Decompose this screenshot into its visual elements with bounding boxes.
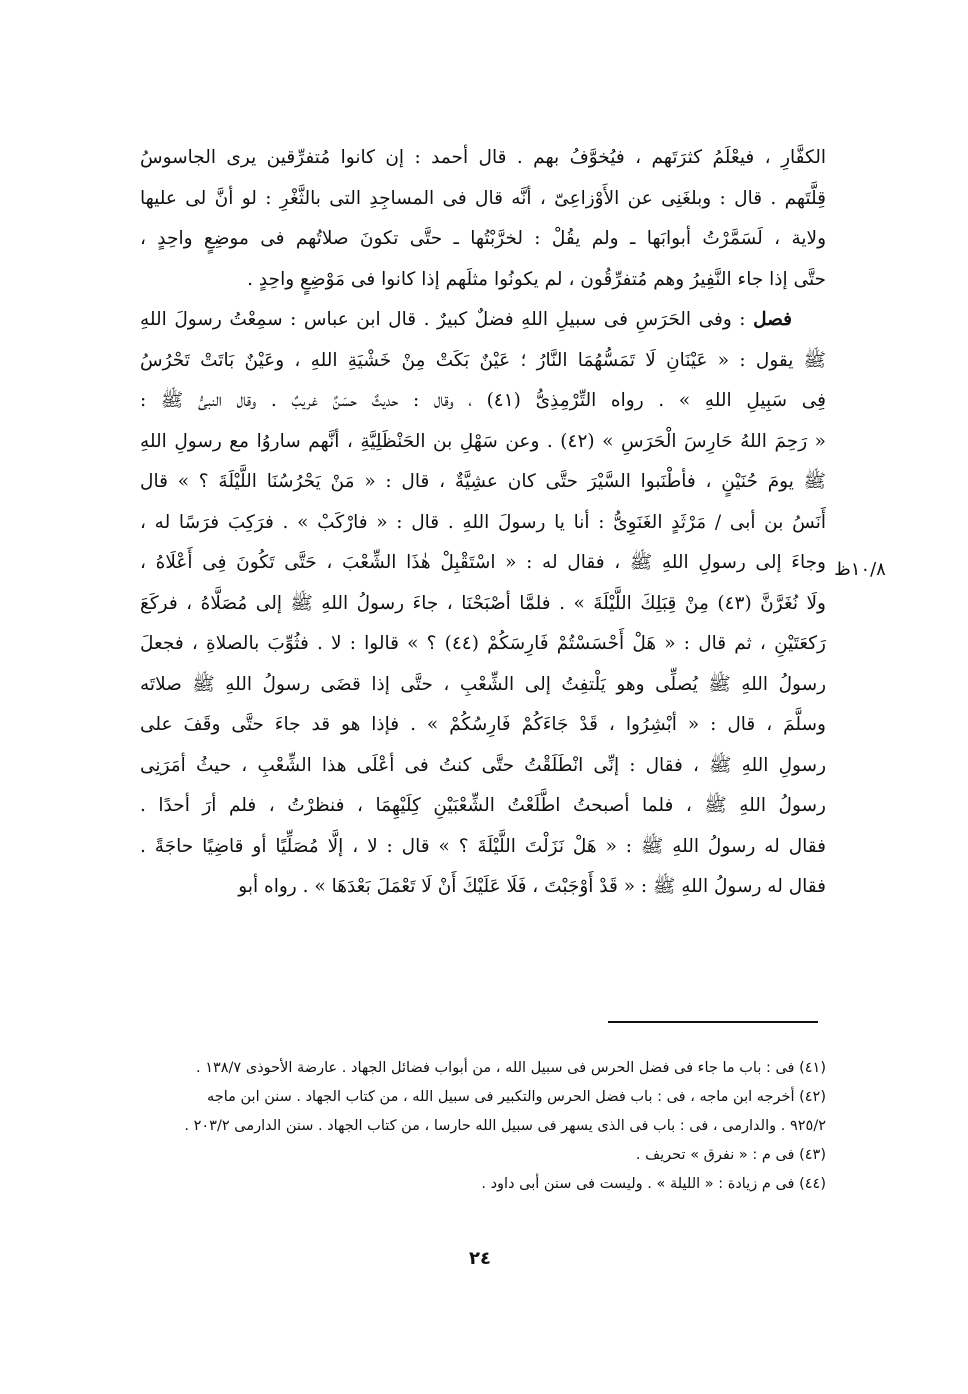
- footnote: ٩٢٥/٢ . والدارمى ، فى : باب فى الذى يسهر فى سبيل الله حارسا ، من كتاب الجهاد . سنن الدارمى ٢٠٣/٢ .: [184, 1118, 826, 1134]
- page-number: ٢٤: [469, 1248, 491, 1269]
- text-line: فِى سَبِيلِ اللهِ » . رواه التِّرْمِذِىُّ (٤١) ، وقال : حديثٌ حسَنٌ غريبٌ . وقال النبىُّ ﷺ :: [140, 390, 826, 411]
- text-line: ولَا نُغَرَّنَّ (٤٣) مِنْ قِبَلِكَ اللَّيْلَةَ » . فلمَّا أصْبَحْنَا ، جاءَ رسولُ اللهِ ﷺ إلى مُصَلَّاهُ ، فركَعَ: [140, 592, 826, 614]
- text-line: « رَحِمَ اللهُ حَارِسَ الْحَرَسِ » (٤٢) . وعن سَهْلِ بن الحَنْظَلِيَّةِ ، أنَّهم ساروُا مع رسولِ اللهِ: [140, 430, 826, 452]
- section-heading: فصل: [753, 309, 792, 330]
- text-line: رَكعَتَيْنِ ، ثم قال : « هَلْ أَحْسَسْتُمْ فَارِسَكُمْ (٤٤) ؟ » قالوا : لا . فثُوِّبَ بالصلاةِ ، فجعلَ: [140, 633, 826, 654]
- text-line: ﷺ يقول : « عَيْنَانِ لَا تَمَسُّهُمَا النَّارُ ؛ عَيْنٌ بَكَتْ مِنْ خَشْيَةِ اللهِ ، وعَيْنٌ بَاتَتْ تَحْرُسُ: [140, 349, 826, 371]
- text-line: فقال له رسولُ اللهِ ﷺ : « هَلْ نَزَلْتَ اللَّيْلَةَ ؟ » قال : لا ، إلَّا مُصَلِّيًا أو قاضِيًا حاجَةً .: [140, 835, 826, 857]
- text-line: رسولِ اللهِ ﷺ ، فقال : إنِّى انْطَلَقْتُ حتَّى كنتُ فى أعْلَى هذا الشِّعْبِ ، حيثُ أمَرَنِى: [140, 754, 826, 776]
- text-line: الكفَّارِ ، فيعْلَمُ كثرَتَهم ، فيُخوَّفُ بهم . قال أحمد : إن كانوا مُتفرِّقين يرى الجاسوسُ: [140, 147, 826, 168]
- text-line: ولاية ، لَسَمَّرْتُ أبوابَها ـ ولم يقُلْ : لخرَّبْتُها ـ حتَّى تكونَ صلاتُهم فى موضِعٍ واحِدٍ ،: [140, 228, 826, 249]
- text-line: ﷺ يومَ حُنَيْنٍ ، فأطْنَبوا السَّيْرَ حتَّى كان عشِيَّةٌ ، قال : « مَنْ يَحْرُسُنَا اللَّيْلَةَ ؟ » قال: [140, 471, 826, 492]
- footnote: (٤٤) فى م زيادة : « الليلة » . وليست فى سنن أبى داود .: [481, 1176, 826, 1192]
- footnotes: [140, 1054, 826, 1199]
- footnote: (٤٣) فى م : « نفرق » تحريف .: [635, 1147, 826, 1163]
- footnote-separator: [608, 1021, 818, 1023]
- text-line: وسلَّمَ ، قال : « أبْشِرُوا ، قَدْ جَاءَكُمْ فَارِسُكُمْ » . فإذا هو قد جاءَ حتَّى وقَفَ على: [140, 714, 826, 735]
- text-line: فقال له رسولُ اللهِ ﷺ : « قَدْ أَوْجَبْتَ ، فَلَا عَلَيْكَ أَنْ لَا تَعْمَلَ بَعْدَهَا » . رواه أبو: [238, 876, 826, 897]
- text-line: حتَّى إذا جاء النَّفِيرُ وهم مُتفرِّقُون ، لم يكونُوا مثلَهم إذا كانوا فى مَوْضِعٍ واحِدٍ .: [247, 268, 826, 290]
- text-line: وجاءَ إلى رسولِ اللهِ ﷺ ، فقال له : « اسْتَقْبِلْ هٰذَا الشِّعْبَ ، حَتَّى تَكُونَ فِى أَعْلَاهُ ،: [140, 552, 826, 573]
- text-line: رسولُ اللهِ ﷺ يُصلِّى وهو يَلْتفِتُ إلى الشِّعْبِ ، حتَّى إذا قضَى رسولُ اللهِ ﷺ صلاتَه: [140, 673, 826, 695]
- text-line: أَنَسُ بن أبى / مَرْثَدٍ الغَنَوِىُّ : أنا يا رسولَ اللهِ . قال : « فارْكَبْ » . فرَكِبَ فرَسًا له ،: [140, 511, 826, 533]
- text-line: : وفى الحَرَسِ فى سبيلِ اللهِ فضلٌ كبيرٌ . قال ابن عباس : سمِعْتُ رسولَ اللهِ: [140, 309, 746, 330]
- footnote: (٤١) فى : باب ما جاء فى فضل الحرس فى سبيل الله ، من أبواب فضائل الجهاد . عارضة الأحوذى ١٣٨/٧ .: [195, 1060, 826, 1076]
- main-text: [140, 138, 826, 908]
- text-line: رسولُ اللهِ ﷺ ، فلما أصبحتُ اطَّلَعْتُ الشِّعْبَيْنِ كِلَيْهِمَا ، فنظرْتُ ، فلم أرَ أحدًا .: [140, 795, 826, 816]
- footnote: (٤٢) أخرجه ابن ماجه ، فى : باب فضل الحرس والتكبير فى سبيل الله ، من كتاب الجهاد . سنن ابن ماجه: [206, 1089, 826, 1105]
- section-first-line: [140, 300, 826, 341]
- manuscript-folio-note: ١٠/٨ظ: [834, 559, 886, 580]
- text-line: قِلَّتَهم . قال : وبلغَنِى عن الأَوْزاعِىّ ، أنَّه قال فى المساجِدِ التى بالثَّغْرِ : لو أنَّ لى عليها: [140, 187, 826, 209]
